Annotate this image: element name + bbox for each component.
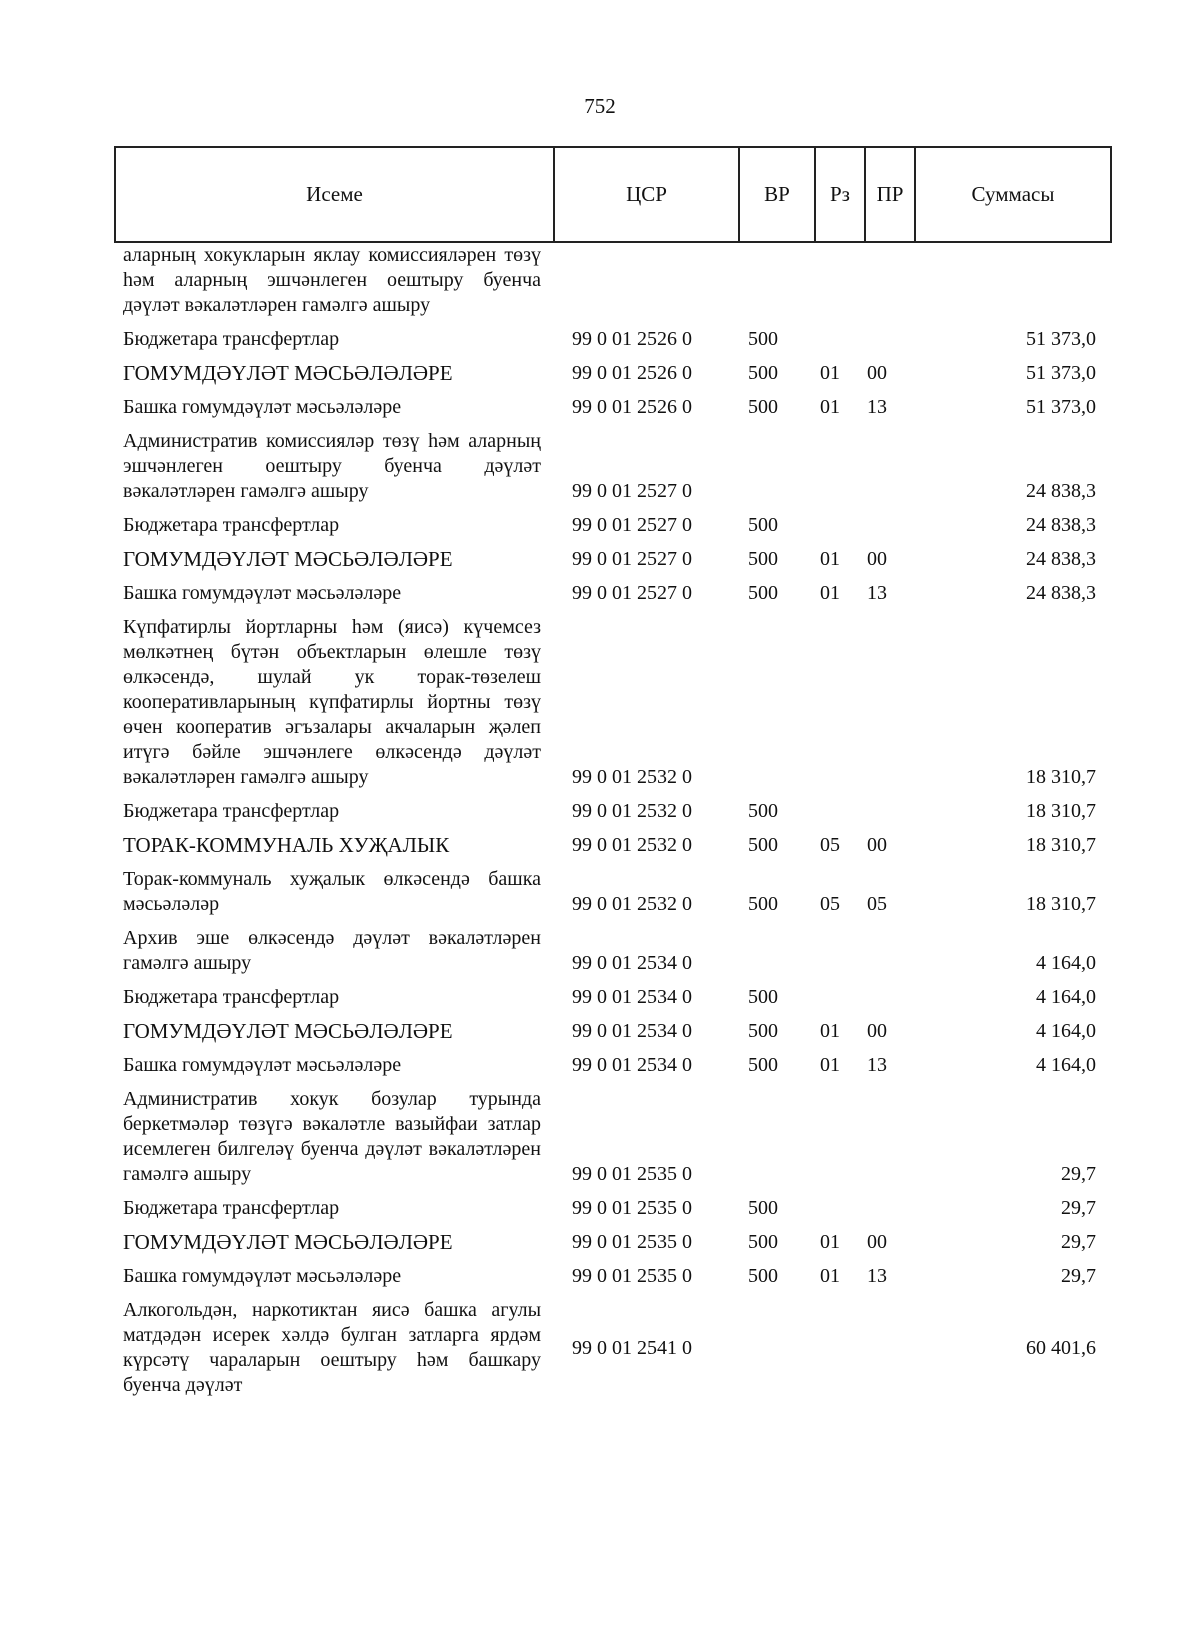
row-csr [551, 243, 734, 323]
table-row [114, 1226, 1112, 1260]
row-rz: 01 [820, 362, 840, 384]
row-pr: 13 [867, 396, 887, 418]
row-pr [856, 243, 904, 323]
row-name: аларның хокукларын яклау комиссияләрен төзү һәм аларның эшчәнлеген оештыру буенча дәүләт вәкаләтләрен гамәлгә ашыру [123, 244, 541, 316]
row-name: Архив эше өлкәсендә дәүләт вәкаләтләрен гамәлгә ашыру [123, 927, 541, 974]
row-vr: 500 [748, 834, 778, 856]
row-name: ТОРАК-КОММУНАЛЬ ХУҖАЛЫК [123, 833, 450, 857]
row-name: Торак-коммуналь хуҗалык өлкәсендә башка мәсьәләләр [123, 868, 541, 915]
row-csr: 99 0 01 2532 0 [572, 834, 692, 856]
row-rz: 01 [820, 1265, 840, 1287]
row-csr: 99 0 01 2535 0 [572, 1265, 692, 1287]
row-name: ГОМУМДӘҮЛӘТ МӘСЬӘЛӘЛӘРЕ [123, 547, 453, 571]
row-pr: 13 [867, 1265, 887, 1287]
row-csr: 99 0 01 2532 0 [572, 800, 692, 822]
row-csr: 99 0 01 2526 0 [572, 396, 692, 418]
row-pr [856, 323, 904, 357]
row-rz [808, 1083, 856, 1192]
row-pr [856, 1192, 904, 1226]
table-row [114, 795, 1112, 829]
row-vr: 500 [748, 1054, 778, 1076]
row-pr [856, 611, 904, 795]
row-sum: 51 373,0 [1026, 328, 1096, 350]
row-rz: 01 [820, 582, 840, 604]
row-csr: 99 0 01 2535 0 [572, 1197, 692, 1219]
row-rz [808, 981, 856, 1015]
row-rz [808, 425, 856, 509]
row-rz: 05 [820, 893, 840, 915]
row-pr [856, 922, 904, 981]
row-name: ГОМУМДӘҮЛӘТ МӘСЬӘЛӘЛӘРЕ [123, 1019, 453, 1043]
row-vr: 500 [748, 582, 778, 604]
table-row [114, 922, 1112, 981]
row-sum: 4 164,0 [1036, 986, 1096, 1008]
row-name: Административ хокук бозулар турында беркетмәләр төзүгә вәкаләтле вазыйфаи затлар исемлеген билгеләү буенча дәүләт вәкаләтләрен гамәлгә ашыру [123, 1088, 541, 1185]
table-row [114, 829, 1112, 863]
row-rz: 01 [820, 1054, 840, 1076]
row-pr [856, 981, 904, 1015]
table-row [114, 1015, 1112, 1049]
header-name: Исеме [115, 147, 554, 242]
row-sum: 24 838,3 [1026, 514, 1096, 536]
row-sum: 29,7 [1061, 1265, 1096, 1287]
row-name: Алкогольдән, наркотиктан яисә башка агулы матдәдән исерек хәлдә булган затларга ярдәм күрсәтү чараларын оештыру һәм башкару буенча дәүләт [123, 1299, 541, 1396]
table-row [114, 1049, 1112, 1083]
row-rz [808, 1192, 856, 1226]
table-row [114, 611, 1112, 795]
row-vr [734, 611, 808, 795]
row-vr: 500 [748, 1197, 778, 1219]
row-sum: 4 164,0 [1036, 952, 1096, 974]
row-pr [856, 425, 904, 509]
row-pr: 00 [867, 548, 887, 570]
row-sum: 18 310,7 [1026, 893, 1096, 915]
row-csr: 99 0 01 2526 0 [572, 328, 692, 350]
table-row [114, 425, 1112, 509]
header-vr: ВР [739, 147, 815, 242]
row-vr [734, 1083, 808, 1192]
row-vr: 500 [748, 1231, 778, 1253]
row-sum: 51 373,0 [1026, 362, 1096, 384]
row-csr: 99 0 01 2535 0 [572, 1163, 692, 1185]
row-name: Башка гомумдәүләт мәсьәләләре [123, 582, 402, 604]
row-pr: 13 [867, 582, 887, 604]
row-vr: 500 [748, 800, 778, 822]
row-sum: 4 164,0 [1036, 1054, 1096, 1076]
row-vr: 500 [748, 328, 778, 350]
row-pr [856, 1294, 904, 1403]
row-vr [734, 1294, 808, 1403]
row-pr: 13 [867, 1054, 887, 1076]
row-csr: 99 0 01 2527 0 [572, 582, 692, 604]
row-vr: 500 [748, 396, 778, 418]
table-row [114, 1260, 1112, 1294]
table-row [114, 391, 1112, 425]
row-vr [734, 922, 808, 981]
row-sum: 24 838,3 [1026, 548, 1096, 570]
row-vr [734, 243, 808, 323]
table-row [114, 243, 1112, 323]
row-name: ГОМУМДӘҮЛӘТ МӘСЬӘЛӘЛӘРЕ [123, 1230, 453, 1254]
row-vr: 500 [748, 893, 778, 915]
row-rz: 01 [820, 1020, 840, 1042]
row-pr: 00 [867, 1231, 887, 1253]
row-name: Бюджетара трансфертлар [123, 328, 340, 350]
row-name: Административ комиссияләр төзү һәм аларның эшчәнлеген оештыру буенча дәүләт вәкаләтләрен гамәлгә ашыру [123, 430, 541, 502]
row-rz: 01 [820, 548, 840, 570]
row-name: Күпфатирлы йортларны һәм (яисә) күчемсез мөлкәтнең бүтән объектларын өлешле төзү өлкәсендә, шулай ук торак-төзелеш кооперативларының күпфатирлы йортны төзү өчен кооператив әгъзалары акчаларын җәлеп итүгә бәйле эшчәнлеге өлкәсендә дәүләт вәкаләтләрен гамәлгә ашыру [123, 616, 541, 788]
row-name: Бюджетара трансфертлар [123, 800, 340, 822]
row-sum: 24 838,3 [1026, 480, 1096, 502]
row-vr [734, 425, 808, 509]
row-rz [808, 795, 856, 829]
table-row [114, 981, 1112, 1015]
row-pr: 00 [867, 1020, 887, 1042]
row-pr: 00 [867, 362, 887, 384]
row-name: Бюджетара трансфертлар [123, 1197, 340, 1219]
row-csr: 99 0 01 2535 0 [572, 1231, 692, 1253]
table-row [114, 1192, 1112, 1226]
row-rz: 01 [820, 396, 840, 418]
row-vr: 500 [748, 548, 778, 570]
row-csr: 99 0 01 2534 0 [572, 952, 692, 974]
row-rz [808, 509, 856, 543]
row-sum: 60 401,6 [1026, 1336, 1096, 1359]
row-csr: 99 0 01 2526 0 [572, 362, 692, 384]
row-name: Бюджетара трансфертлар [123, 986, 340, 1008]
table-row [114, 323, 1112, 357]
row-sum [904, 243, 1112, 323]
header-csr: ЦСР [554, 147, 739, 242]
table-header [114, 146, 1112, 243]
row-sum: 29,7 [1061, 1231, 1096, 1253]
row-vr: 500 [748, 986, 778, 1008]
row-pr [856, 795, 904, 829]
page-number: 752 [584, 94, 616, 118]
row-vr: 500 [748, 362, 778, 384]
row-vr: 500 [748, 514, 778, 536]
row-csr: 99 0 01 2532 0 [572, 766, 692, 788]
row-name: Башка гомумдәүләт мәсьәләләре [123, 1265, 402, 1287]
table-row [114, 577, 1112, 611]
row-sum: 4 164,0 [1036, 1020, 1096, 1042]
row-rz: 01 [820, 1231, 840, 1253]
row-csr: 99 0 01 2527 0 [572, 514, 692, 536]
table-row [114, 543, 1112, 577]
row-name: Бюджетара трансфертлар [123, 514, 340, 536]
row-sum: 18 310,7 [1026, 834, 1096, 856]
table-row [114, 1083, 1112, 1192]
row-vr: 500 [748, 1020, 778, 1042]
row-rz [808, 1294, 856, 1403]
row-rz: 05 [820, 834, 840, 856]
row-csr: 99 0 01 2534 0 [572, 1020, 692, 1042]
table-row [114, 863, 1112, 922]
row-sum: 18 310,7 [1026, 800, 1096, 822]
row-csr: 99 0 01 2534 0 [572, 1054, 692, 1076]
row-csr: 99 0 01 2527 0 [572, 548, 692, 570]
row-sum: 51 373,0 [1026, 396, 1096, 418]
table-row [114, 1294, 1112, 1403]
row-rz [808, 611, 856, 795]
row-csr: 99 0 01 2527 0 [572, 480, 692, 502]
row-sum: 29,7 [1061, 1197, 1096, 1219]
row-pr [856, 1083, 904, 1192]
row-vr: 500 [748, 1265, 778, 1287]
row-rz [808, 922, 856, 981]
row-pr: 00 [867, 834, 887, 856]
row-csr: 99 0 01 2532 0 [572, 893, 692, 915]
row-csr: 99 0 01 2534 0 [572, 986, 692, 1008]
budget-table [114, 243, 1112, 1403]
row-sum: 18 310,7 [1026, 766, 1096, 788]
row-sum: 29,7 [1061, 1163, 1096, 1185]
row-csr: 99 0 01 2541 0 [572, 1336, 692, 1359]
row-sum: 24 838,3 [1026, 582, 1096, 604]
row-rz [808, 243, 856, 323]
table-row [114, 509, 1112, 543]
row-rz [808, 323, 856, 357]
table-row [114, 357, 1112, 391]
row-pr [856, 509, 904, 543]
row-name: ГОМУМДӘҮЛӘТ МӘСЬӘЛӘЛӘРЕ [123, 361, 453, 385]
header-pr: ПР [865, 147, 915, 242]
header-rz: Рз [815, 147, 865, 242]
row-name: Башка гомумдәүләт мәсьәләләре [123, 1054, 402, 1076]
row-pr: 05 [867, 893, 887, 915]
header-sum: Суммасы [915, 147, 1111, 242]
row-name: Башка гомумдәүләт мәсьәләләре [123, 396, 402, 418]
